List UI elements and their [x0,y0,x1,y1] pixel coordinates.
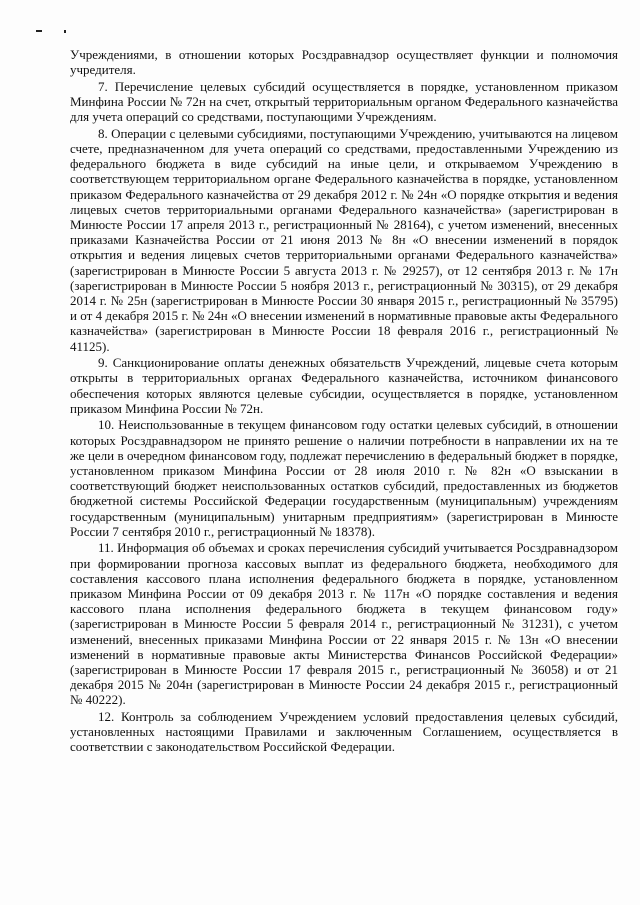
paragraph-11: 11. Информация об объемах и сроках перечисления субсидий учитывается Росздравнадзором при формировании прогноза кассовых выплат из федерального бюджета, необходимого для составления кассового плана исполнения федерального бюджета в порядке, установленном приказом Минфина России от 09 декабря 2013 г. № 117н «О порядке составления и ведения кассового плана исполнения федерального бюджета в текущем финансовом году» (зарегистрирован в Минюсте России 5 февраля 2014 г., регистрационный № 31231), с учетом изменений, внесенных приказами Минфина России от 22 января 2015 г. № 13н «О внесении изменений в нормативные правовые акты Министерства Финансов Российской Федерации» (зарегистрирован в Минюсте России 17 февраля 2015 г., регистрационный № 36058) и от 21 декабря 2015 № 204н (зарегистрирован в Минюсте России 24 декабря 2015 г., регистрационный № 40222). [70,540,618,708]
scan-artifact [64,30,66,33]
paragraph-12: 12. Контроль за соблюдением Учреждением условий предоставления целевых субсидий, установленных настоящими Правилами и заключенным Соглашением, осуществляется в соответствии с законодательством Российской Федерации. [70,709,618,755]
paragraph-10: 10. Неиспользованные в текущем финансовом году остатки целевых субсидий, в отношении которых Росздравнадзором не принято решение о наличии потребности в направлении их на те же цели в очередном финансовом году, подлежат перечислению в федеральный бюджет в порядке, установленном приказом Минфина России от 28 июля 2010 г. № 82н «О взыскании в соответствующий бюджет неиспользованных остатков субсидий, предоставленных из бюджетов бюджетной системы Российской Федерации государственным (муниципальным) учреждениям государственным (муниципальным) унитарным предприятиям» (зарегистрирован в Минюсте России 7 сентября 2010 г., регистрационный № 18378). [70,417,618,539]
paragraph-8: 8. Операции с целевыми субсидиями, поступающими Учреждению, учитываются на лицевом счете, предназначенном для учета операций со средствами, предоставленными Учреждению из федерального бюджета в виде субсидий на иные цели, и открываемом Учреждению в соответствующем территориальном органе Федерального казначейства в порядке, установленном приказом Федерального казначейства от 29 декабря 2012 г. № 24н «О порядке открытия и ведения лицевых счетов территориальными органами Федерального казначейства» (зарегистрирован в Минюсте России 17 апреля 2013 г., регистрационный № 28164), с учетом изменений, внесенных приказами Казначейства России от 21 июня 2013 № 8н «О внесении изменений в порядок открытия и ведения лицевых счетов территориальными органами Федерального казначейства» (зарегистрирован в Минюсте России 5 августа 2013 г. № 29257), от 12 сентября 2013 г. № 17н (зарегистрирован в Минюсте России 5 ноября 2013 г., регистрационный № 30315), от 29 декабря 2014 г. № 25н (зарегистрирован в Минюсте России 30 января 2015 г., регистрационный № 35795) и от 4 декабря 2015 г. № 24н «О внесении изменений в нормативные правовые акты Федерального казначейства» (зарегистрирован в Минюсте России 18 февраля 2016 г., регистрационный № 41125). [70,125,618,354]
scan-artifact [36,30,42,32]
paragraph-continuation: Учреждениями, в отношении которых Росздравнадзор осуществляет функции и полномочия учредителя. [70,47,618,78]
document-body [70,47,618,756]
paragraph-7: 7. Перечисление целевых субсидий осуществляется в порядке, установленном приказом Минфина России № 72н на счет, открытый территориальным органом Федерального казначейства для учета операций со средствами, поступающими Учреждениям. [70,78,618,125]
paragraph-9: 9. Санкционирование оплаты денежных обязательств Учреждений, лицевые счета которым открыты в территориальных органах Федерального казначейства, источником финансового обеспечения которых являются целевые субсидии, осуществляется в порядке, установленном приказом Минфина России № 72н. [70,355,618,416]
